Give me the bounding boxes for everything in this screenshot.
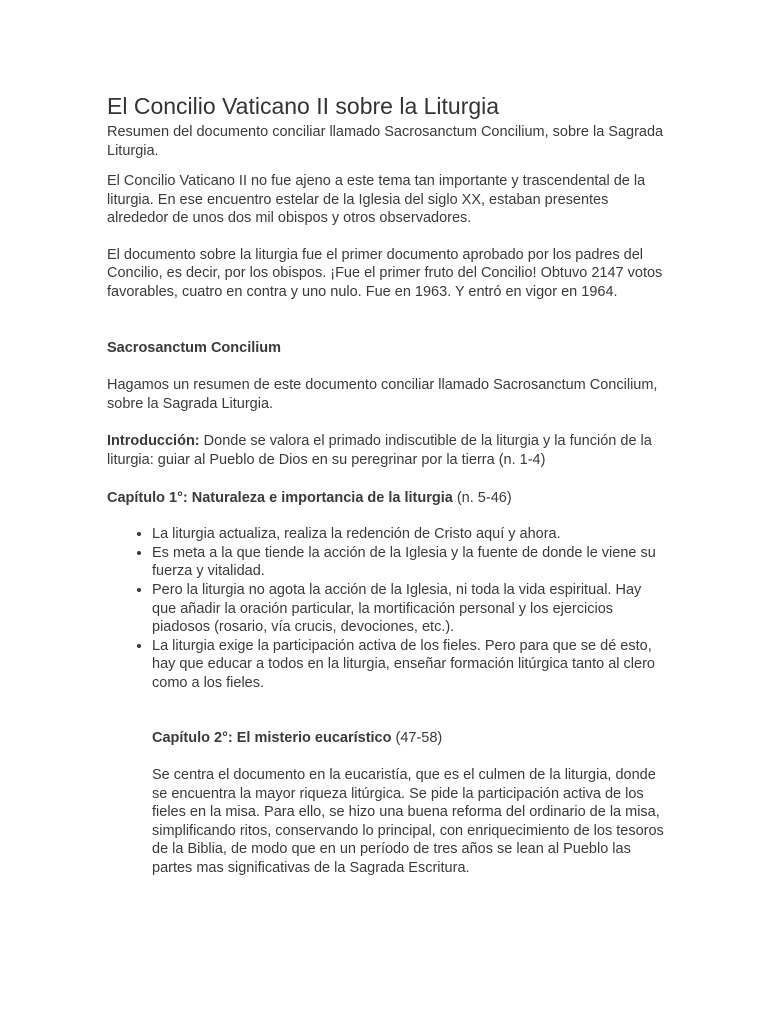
paragraph-intro-concilio: El Concilio Vaticano II no fue ajeno a este tema tan importante y trascendental de la liturgia. En ese encuentro estelar de la Iglesia del siglo XX, estaban presentes alrededor de unos dos mil obispos y otros observadores. (107, 173, 646, 227)
document-subtitle: Resumen del documento conciliar llamado Sacrosanctum Concilium, sobre la Sagrada Liturgia. (107, 124, 664, 159)
chapter-1-list (107, 525, 667, 692)
list-item: • La liturgia actualiza, realiza la redención de Cristo aquí y ahora. (152, 525, 667, 544)
introduccion-label: Introducción: (107, 433, 200, 450)
chapter-2-block (152, 729, 667, 877)
chapter-2-label: Capítulo 2°: El misterio eucarístico (152, 730, 392, 747)
introduccion-text: Donde se valora el primado indiscutible de la liturgia y la función de la liturgia: guiar al Pueblo de Dios en su peregrinar por la tierra (n. 1-4) (107, 433, 652, 468)
list-item: • Pero la liturgia no agota la acción de la Iglesia, ni toda la vida espiritual. Hay que añadir la oración particular, la mortificación personal y los ejercicios piadosos (rosario, vía crucis, devociones, etc.). (152, 581, 667, 637)
document-title: El Concilio Vaticano II sobre la Liturgia (107, 93, 500, 119)
paragraph-resumen: Hagamos un resumen de este documento conciliar llamado Sacrosanctum Concilium, sobre la Sagrada Liturgia. (107, 377, 658, 412)
chapter-2-ref: (47-58) (391, 730, 443, 747)
chapter-1-ref: (n. 5-46) (452, 489, 512, 506)
list-item: • Es meta a la que tiende la acción de la Iglesia y la fuente de donde le viene su fuerza y vitalidad. (152, 544, 667, 581)
chapter-2-paragraph: Se centra el documento en la eucaristía, que es el culmen de la liturgia, donde se encuentra la mayor riqueza litúrgica. Se pide la participación activa de los fieles en la misa. Para ello, se hizo una buena reforma del ordinario de la misa, simplificando ritos, conservando lo principal, con enriquecimiento de los tesoros de la Biblia, de modo que en un período de tres años se lean al Pueblo las partes mas significativas de la Sagrada Escritura. (152, 767, 664, 877)
document-page (107, 92, 667, 878)
paragraph-primer-documento: El documento sobre la liturgia fue el primer documento aprobado por los padres del Concilio, es decir, por los obispos. ¡Fue el primer fruto del Concilio! Obtuvo 2147 votos favorables, cuatro en contra y uno nulo. Fue en 1963. Y entró en vigor en 1964. (107, 246, 663, 300)
list-item: • La liturgia exige la participación activa de los fieles. Pero para que se dé esto, hay que educar a todos en la liturgia, enseñar formación litúrgica tanto al clero como a los fieles. (152, 637, 667, 693)
chapter-1-label: Capítulo 1°: Naturaleza e importancia de la liturgia (107, 489, 453, 506)
paragraph-introduccion (107, 432, 667, 469)
chapter-1-heading (107, 489, 667, 508)
section-heading: Sacrosanctum Concilium (107, 339, 282, 356)
chapter-2-heading (152, 729, 667, 748)
